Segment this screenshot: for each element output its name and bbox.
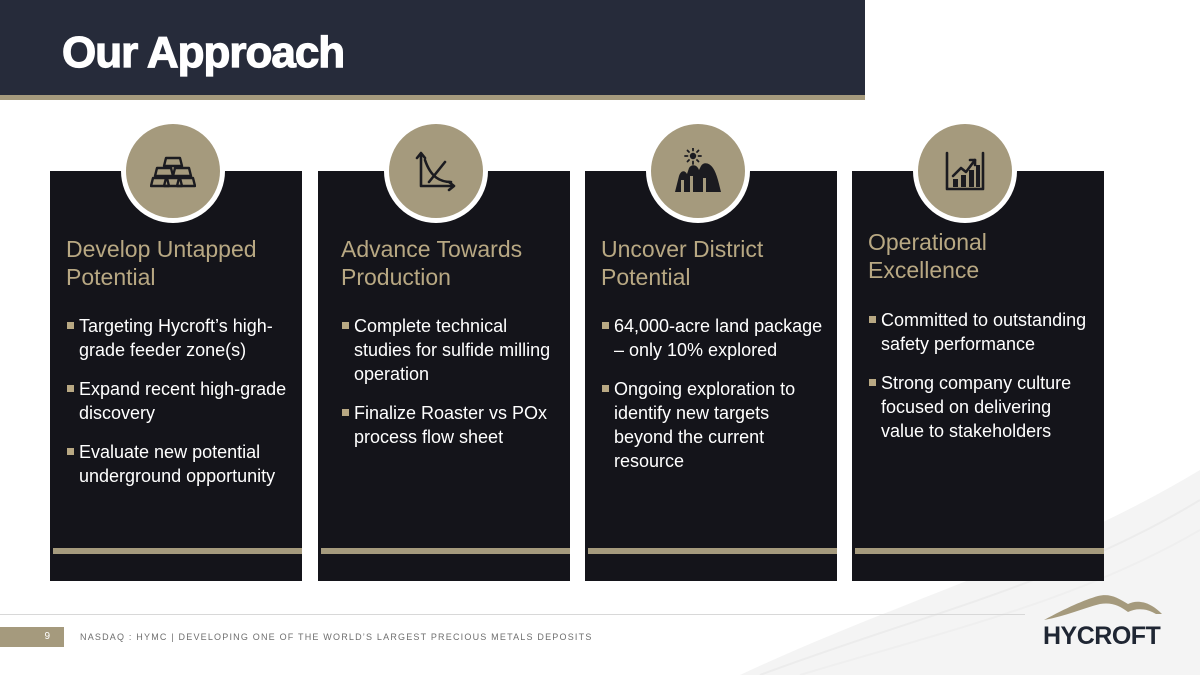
bullet-square-icon: [869, 379, 876, 386]
bullet-square-icon: [67, 322, 74, 329]
card-title: Operational Excellence: [868, 229, 987, 283]
bullet-square-icon: [67, 448, 74, 455]
bullet-square-icon: [602, 322, 609, 329]
approach-card-3: [585, 171, 837, 581]
bullet-square-icon: [342, 322, 349, 329]
mountain-sun-icon: [646, 119, 750, 223]
footer-divider: [0, 614, 1025, 615]
bullet-list: [868, 308, 1094, 458]
approach-card-4: [852, 171, 1104, 581]
header-band: [0, 0, 865, 100]
page-number: 9: [0, 627, 64, 647]
list-item: Evaluate new potential underground opportunity: [66, 440, 292, 488]
list-item: Complete technical studies for sulfide milling operation: [341, 314, 560, 386]
approach-card-2: [318, 171, 570, 581]
card-title: Advance Towards Production: [341, 236, 523, 290]
footer-tagline: NASDAQ : HYMC | DEVELOPING ONE OF THE WORLD’S LARGEST PRECIOUS METALS DEPOSITS: [80, 632, 593, 642]
page-title: Our Approach: [62, 28, 345, 77]
bullet-list: [66, 314, 292, 503]
bar-chart-growth-icon: [913, 119, 1017, 223]
company-logo: HYCROFT: [1043, 622, 1161, 650]
bullet-list: [341, 314, 560, 464]
card-divider: [588, 548, 837, 554]
chart-curve-icon: [384, 119, 488, 223]
bullet-square-icon: [67, 385, 74, 392]
bullet-square-icon: [342, 409, 349, 416]
gold-bars-icon: [121, 119, 225, 223]
list-item: Ongoing exploration to identify new targets beyond the current resource: [601, 377, 827, 473]
list-item: Targeting Hycroft’s high-grade feeder zone(s): [66, 314, 292, 362]
card-divider: [53, 548, 302, 554]
list-item: Finalize Roaster vs POx process flow sheet: [341, 401, 560, 449]
card-divider: [321, 548, 570, 554]
list-item: 64,000-acre land package – only 10% explored: [601, 314, 827, 362]
card-title: Develop Untapped Potential: [66, 236, 257, 290]
list-item: Strong company culture focused on delivering value to stakeholders: [868, 371, 1094, 443]
card-title: Uncover District Potential: [601, 236, 764, 290]
card-divider: [855, 548, 1104, 554]
bullet-list: [601, 314, 827, 488]
approach-card-1: [50, 171, 302, 581]
bullet-square-icon: [869, 316, 876, 323]
list-item: Committed to outstanding safety performance: [868, 308, 1094, 356]
list-item: Expand recent high-grade discovery: [66, 377, 292, 425]
bullet-square-icon: [602, 385, 609, 392]
